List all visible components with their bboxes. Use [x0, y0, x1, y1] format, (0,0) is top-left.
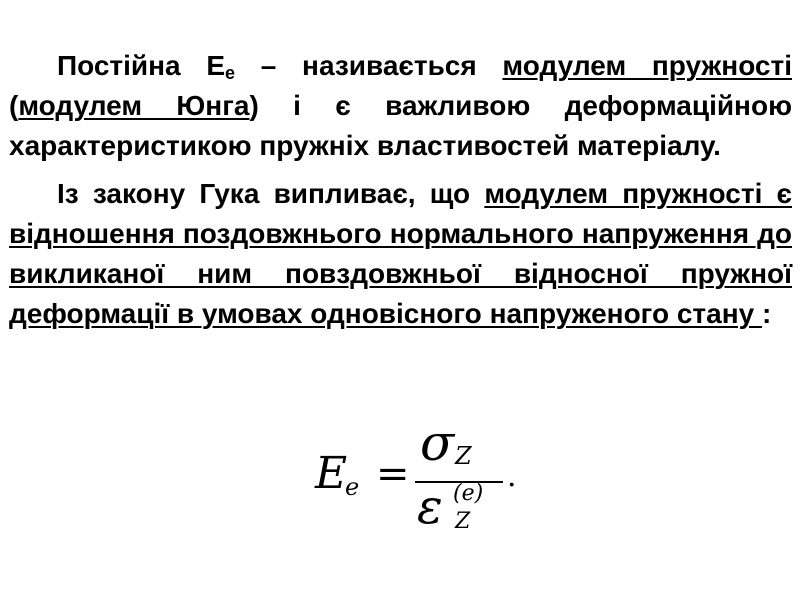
formula-numerator-sigma: σ: [420, 414, 455, 472]
text-run: ) і є важливою деформаційною характеристикою пружніх властивостей матеріалу.: [9, 90, 792, 161]
underlined-definition: модулем пружності є відношення поздовжнього нормального напруження до викликаної ним повздовжньої відносної пружної деформації в умовах одновісного напруженого стану: [9, 178, 792, 329]
formula-numerator-subscript: Z: [455, 442, 472, 470]
formula-lhs: E: [315, 448, 348, 499]
underlined-term: модулем Юнга: [18, 90, 250, 121]
subscript: е: [225, 63, 236, 83]
paragraph-definition: [9, 46, 792, 166]
text-run: Із закону Гука випливає, що: [57, 178, 485, 209]
text-run: Постійна Е: [57, 50, 226, 81]
formula-equals-sign: =: [376, 451, 410, 497]
formula-denominator-superscript: (e): [453, 481, 484, 506]
text-block: [9, 46, 792, 334]
paragraph-hooke-law: [9, 174, 792, 334]
formula-period: .: [507, 459, 517, 494]
underlined-term: модулем пружності: [502, 50, 792, 81]
text-run: :: [761, 298, 772, 329]
text-run: (: [9, 90, 19, 121]
formula-denominator-epsilon: ε: [417, 479, 443, 535]
formula-lhs-subscript: e: [345, 473, 360, 501]
text-run: – називається: [235, 50, 503, 81]
formula: [315, 414, 535, 548]
formula-denominator-subscript: Z: [455, 509, 471, 534]
